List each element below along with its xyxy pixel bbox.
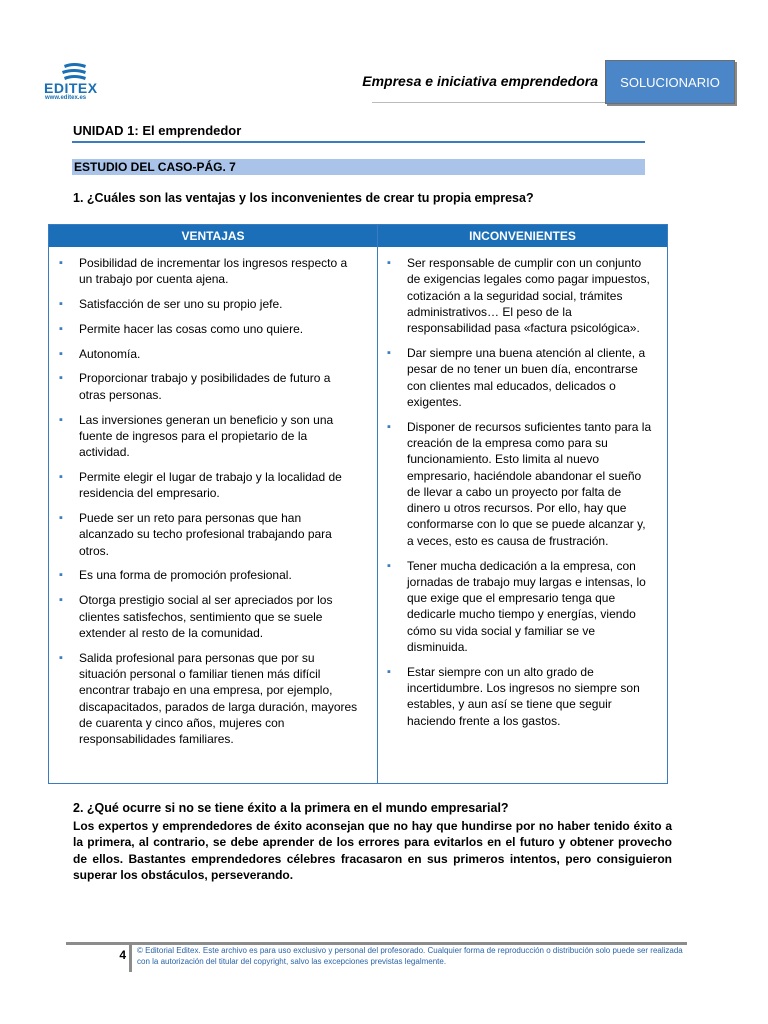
ventaja-text: Es una forma de promoción profesional. (79, 568, 292, 583)
ventaja-text: Puede ser un reto para personas que han alcanzado su techo profesional trabajando para otros. (79, 511, 332, 558)
bullet-icon: ▪ (59, 569, 63, 582)
logo-text: EDITEX (44, 80, 98, 96)
ventaja-item (59, 296, 359, 312)
ventaja-item (59, 255, 359, 288)
logo-url: www.editex.es (45, 95, 87, 101)
inconveniente-item (387, 664, 655, 729)
bullet-icon: ▪ (59, 470, 63, 483)
page-number: 4 (119, 948, 126, 962)
inconveniente-item (387, 558, 655, 656)
ventaja-item (59, 469, 359, 502)
ventaja-text: Permite elegir el lugar de trabajo y la localidad de residencia del empresario. (79, 469, 342, 501)
bullet-icon: ▪ (387, 665, 391, 678)
section-heading: ESTUDIO DEL CASO-PÁG. 7 (72, 159, 645, 175)
footer-vertical-bar (129, 944, 132, 972)
bullet-icon: ▪ (59, 372, 63, 385)
ventaja-text: Salida profesional para personas que por su situación personal o familiar tienen más difícil encontrar trabajo en una empresa, por ejemplo, discapacitados, parados de larga duración, mayores de cuarenta y cinco años, mujeres con responsabilidades familiares. (79, 650, 358, 747)
bullet-icon: ▪ (59, 322, 63, 335)
bullet-icon: ▪ (59, 413, 63, 426)
ventaja-text: Posibilidad de incrementar los ingresos respecto a un trabajo por cuenta ajena. (79, 256, 348, 287)
question-2: 2. ¿Qué ocurre si no se tiene éxito a la primera en el mundo empresarial? (73, 801, 509, 815)
ventaja-text: Las inversiones generan un beneficio y son una fuente de ingresos para el propietario de la actividad. (79, 412, 334, 460)
editex-mark-icon (58, 62, 90, 82)
inconveniente-text: Disponer de recursos suficientes tanto para la creación de la empresa como para su funcionamiento. Esto limita al nuevo empresario, haciéndole abandonar el sueño de llevar a cabo un proyecto por falta de dinero u otros recursos. Por ello, hay que conformarse con lo que se puede alcanzar y, a veces, esto es causa de frustración. (407, 419, 652, 548)
ventaja-text: Otorga prestigio social al ser apreciados por los clientes satisfechos, sentimiento que se suele extender al resto de la comunidad. (79, 593, 333, 640)
column-divider (377, 225, 378, 783)
bullet-icon: ▪ (59, 257, 63, 269)
inconveniente-item (387, 345, 655, 410)
bullet-icon: ▪ (59, 347, 63, 360)
ventaja-text: Satisfacción de ser uno su propio jefe. (79, 297, 283, 312)
ventaja-item (59, 592, 359, 641)
ventaja-item (59, 650, 359, 748)
bullet-icon: ▪ (387, 257, 391, 269)
bullet-icon: ▪ (59, 298, 63, 311)
bullet-icon: ▪ (59, 512, 63, 525)
ventaja-item (59, 346, 359, 362)
bullet-icon: ▪ (387, 346, 391, 359)
bullet-icon: ▪ (387, 420, 391, 433)
header-inconvenientes: INCONVENIENTES (378, 225, 667, 247)
pros-cons-table (48, 224, 668, 784)
inconveniente-text: Ser responsable de cumplir con un conjunto de exigencias legales como pagar impuestos, cotización a la seguridad social, trámites administrativos… El peso de la responsabilidad pasa «factura psicológica». (407, 256, 650, 336)
ventaja-item (59, 370, 359, 403)
ventaja-item (59, 567, 359, 583)
inconveniente-item (387, 255, 655, 336)
ventaja-text: Proporcionar trabajo y posibilidades de futuro a otras personas. (79, 371, 331, 402)
solucionario-badge: SOLUCIONARIO (605, 60, 735, 104)
answer-2: Los expertos y emprendedores de éxito aconsejan que no hay que hundirse por no haber tenido éxito a la primera, al contrario, se debe aprender de los errores para evitarlos en el futuro y obtener provecho de ellos. Bastantes emprendedores célebres fracasaron en sus primeros intentos, pero consiguieron superar los obstáculos, perseverando. (73, 819, 672, 883)
unit-title: UNIDAD 1: El emprendedor (73, 123, 242, 138)
bullet-icon: ▪ (59, 651, 63, 664)
ventajas-list (59, 255, 359, 756)
book-title: Empresa e iniciativa emprendedora (362, 73, 598, 89)
inconvenientes-list (387, 255, 655, 738)
header-underline (372, 102, 608, 103)
ventaja-text: Permite hacer las cosas como uno quiere. (79, 321, 304, 336)
copyright-notice: © Editorial Editex. Este archivo es para uso exclusivo y personal del profesorado. Cualquier forma de reproducción o distribución solo puede ser realizada con la autorización del titular del copyright, salvo las excepciones previstas legalmente. (137, 946, 683, 966)
ventaja-item (59, 321, 359, 337)
unit-divider (72, 141, 645, 143)
ventaja-item (59, 412, 359, 461)
ventaja-text: Autonomía. (79, 346, 141, 361)
inconveniente-text: Estar siempre con un alto grado de incertidumbre. Los ingresos no siempre son estables, y aun así se tiene que seguir haciendo frente a los gastos. (407, 664, 640, 728)
bullet-icon: ▪ (387, 559, 391, 572)
inconveniente-text: Dar siempre una buena atención al cliente, a pesar de no tener un buen día, encontrarse con clientes mal educados, delicados o exigentes. (407, 345, 646, 409)
ventaja-item (59, 510, 359, 559)
header-ventajas: VENTAJAS (49, 225, 377, 247)
inconveniente-item (387, 419, 655, 549)
inconveniente-text: Tener mucha dedicación a la empresa, con jornadas de trabajo muy largas e intensas, lo que exige que el empresario tenga que dedicarle mucho tiempo y energías, viendo cómo su vida social y familiar se ve disminuida. (407, 558, 646, 655)
question-1: 1. ¿Cuáles son las ventajas y los inconvenientes de crear tu propia empresa? (73, 191, 534, 205)
bullet-icon: ▪ (59, 594, 63, 607)
editex-logo (44, 62, 104, 102)
